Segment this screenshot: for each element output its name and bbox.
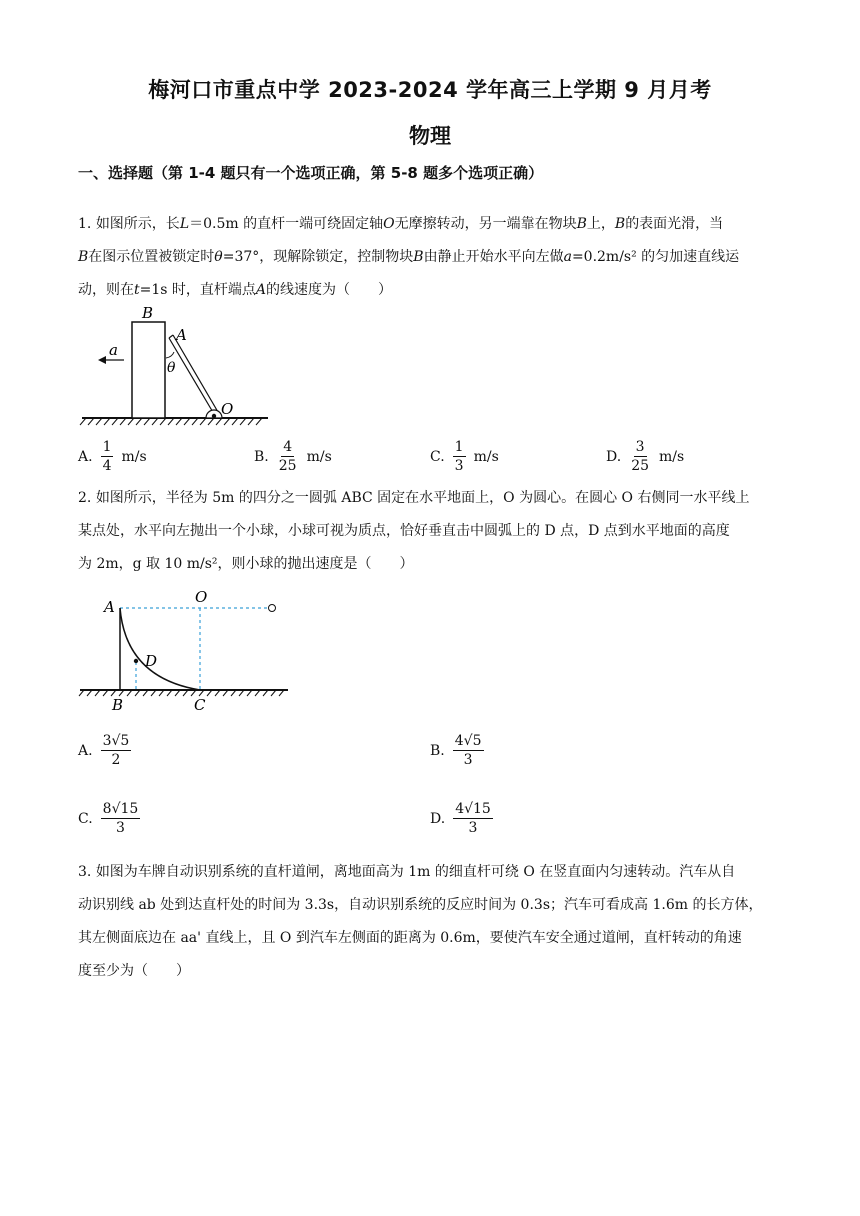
label-b: B xyxy=(142,304,154,322)
label-d: D xyxy=(145,652,158,670)
arrow-left-icon xyxy=(98,356,106,364)
question-number: 3. xyxy=(78,864,92,880)
q2-option-c[interactable]: C. $\frac{8√15}{3}$ xyxy=(78,801,139,836)
label-c: C xyxy=(194,696,206,714)
label-a: a xyxy=(109,341,118,359)
question-3-text: 3. 如图为车牌自动识别系统的直杆道闸，离地面高为 1m 的细直杆可绕 O 在竖直面内匀速转动。汽车从自 动识别线 ab 处到达直杆处的时间为 3.3s，自动识别系统的反应时间为 0.3s；汽车可看成高 1.6m 的长方体， 其左侧面底边在 aa' 直线上，且 O 到汽车左侧面的距离为 0.6m，要使汽车安全通过道闸，直杆转动的角速 度至少为（ ） xyxy=(78,864,763,979)
label-a-point: A xyxy=(176,326,187,344)
label-a: A xyxy=(104,598,115,616)
q1-option-a[interactable]: A. $\frac{1}{4}$ m/s xyxy=(78,439,147,474)
question-1-text: 1. 如图所示，长L＝0.5m 的直杆一端可绕固定轴O无摩擦转动，另一端靠在物块B上，B的表面光滑，当 B在图示位置被锁定时θ=37°，现解除锁定，控制物块B由静止开始水平向左做a=0.2m/s² 的匀加速直线运 动，则在t=1s 时，直杆端点A的线速度为（ ） xyxy=(78,216,740,298)
section-heading: 一、选择题（第 1-4 题只有一个选项正确，第 5-8 题多个选项正确） xyxy=(78,164,544,182)
q2-option-b[interactable]: B. $\frac{4√5}{3}$ xyxy=(430,733,482,768)
label-o: O xyxy=(221,400,234,418)
label-b: B xyxy=(112,696,124,714)
arc-abc xyxy=(120,608,200,690)
q2-option-d[interactable]: D. $\frac{4√15}{3}$ xyxy=(430,801,491,836)
q1-option-c[interactable]: C. $\frac{1}{3}$ m/s xyxy=(430,439,499,474)
label-o: O xyxy=(195,588,208,606)
point-d xyxy=(134,659,138,663)
label-theta: θ xyxy=(167,360,176,376)
question-2-figure xyxy=(78,586,298,716)
subject-title: 物理 xyxy=(409,124,451,148)
page-title: 梅河口市重点中学 2023-2024 学年高三上学期 9 月月考 xyxy=(148,78,712,102)
q2-option-a[interactable]: A. $\frac{3√5}{2}$ xyxy=(78,733,130,768)
rod xyxy=(169,335,218,414)
question-1-figure xyxy=(78,302,278,426)
question-2-text: 2. 如图所示，半径为 5m 的四分之一圆弧 ABC 固定在水平地面上，O 为圆心。在圆心 O 右侧同一水平线上 某点处，水平向左抛出一个小球，小球可视为质点，恰好垂直击中圆弧上的 D 点，D 点到水平地面的高度 为 2m，g 取 10 m/s²，则小球的抛出速度是（ ） xyxy=(78,490,750,572)
question-number: 1. xyxy=(78,216,92,232)
question-number: 2. xyxy=(78,490,92,506)
q1-option-b[interactable]: B. $\frac{4}{25}$ m/s xyxy=(254,439,332,474)
block-b xyxy=(132,322,165,418)
q1-option-d[interactable]: D. $\frac{3}{25}$ m/s xyxy=(606,439,685,474)
ball xyxy=(269,605,276,612)
